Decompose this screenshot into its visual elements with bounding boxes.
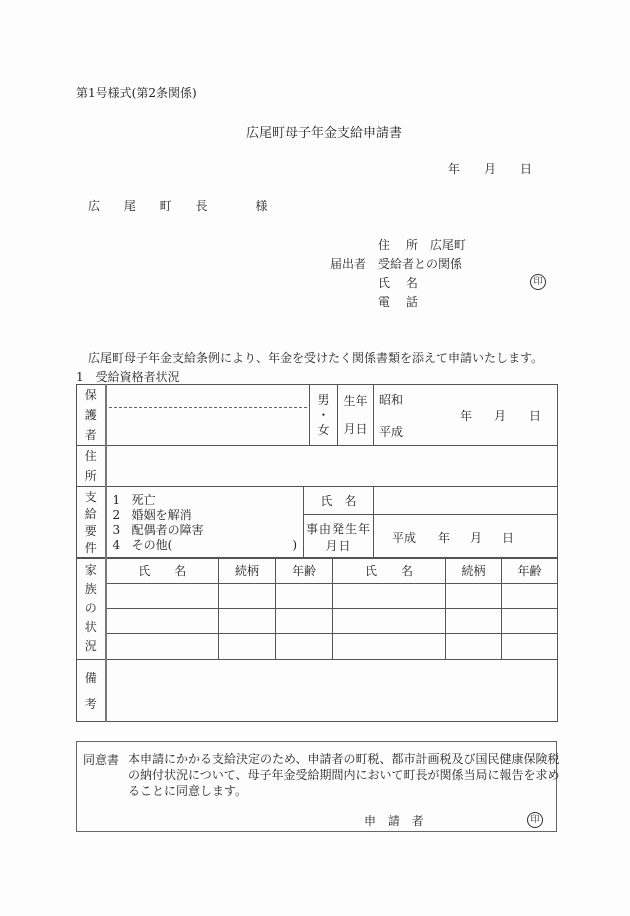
event-date-label: 事由発生年月日 [304, 515, 374, 559]
guardian-address-field[interactable] [106, 446, 558, 487]
name-label: 氏 名 [378, 276, 424, 290]
col-header-relation: 続柄 [219, 558, 276, 584]
era-showa[interactable]: 昭和 [379, 393, 404, 407]
col-header-relation: 続柄 [446, 558, 502, 584]
family-table [76, 557, 558, 722]
family-name-cell[interactable] [106, 584, 219, 609]
table-row [77, 609, 558, 634]
family-age-cell[interactable] [502, 634, 558, 660]
section-heading: 1 受給資格者状況 [76, 370, 180, 384]
table-row [77, 634, 558, 660]
family-relation-cell[interactable] [446, 609, 502, 634]
consent-box [76, 741, 560, 832]
family-name-cell[interactable] [333, 609, 446, 634]
family-name-cell[interactable] [106, 609, 219, 634]
intro-text: 広尾町母子年金支給条例により、年金を受けたく関係書類を添えて申請いたします。 [88, 351, 544, 365]
addressee: 広 尾 町 長 様 [88, 199, 268, 213]
family-relation-cell[interactable] [446, 634, 502, 660]
event-date-field[interactable]: 平成 年 月 日 [374, 515, 558, 559]
requirements-list [106, 487, 304, 559]
applicant-address[interactable]: 広尾町 [429, 238, 466, 252]
requirements-label: 支 給 要 件 [77, 487, 106, 559]
requirement-item[interactable]: 1 死亡 [112, 492, 156, 507]
submission-date: 年 月 日 [448, 162, 533, 176]
family-relation-cell[interactable] [219, 634, 276, 660]
form-number: 第1号様式(第2条関係) [76, 86, 197, 100]
remarks-label: 備 考 [77, 660, 106, 722]
address-label: 住 所 [77, 446, 106, 487]
col-header-name: 氏 名 [333, 558, 446, 584]
family-name-cell[interactable] [333, 634, 446, 660]
family-relation-cell[interactable] [219, 584, 276, 609]
col-header-age: 年齢 [502, 558, 558, 584]
birthdate-label: 生年 月日 [338, 385, 374, 446]
era-heisei[interactable]: 平成 [379, 425, 404, 439]
deceased-name-label: 氏 名 [304, 487, 374, 515]
family-age-cell[interactable] [502, 609, 558, 634]
gender-selector[interactable]: 男 ・ 女 [310, 385, 338, 446]
col-header-age: 年齢 [276, 558, 333, 584]
deceased-name-field[interactable] [374, 487, 558, 515]
requirement-item[interactable]: 3 配偶者の障害 [112, 522, 204, 537]
remarks-field[interactable] [106, 660, 558, 722]
signer-label: 申 請 者 [364, 814, 428, 828]
family-name-cell[interactable] [106, 634, 219, 660]
col-header-name: 氏 名 [106, 558, 219, 584]
guardian-name-field[interactable] [106, 385, 310, 446]
table-row [77, 584, 558, 609]
birthdate-field[interactable]: 昭和 平成 年 月 日 [374, 385, 558, 446]
relation-label: 受給者との関係 [378, 257, 463, 271]
seal-icon: 印 [527, 811, 543, 828]
applicant-status-table [76, 384, 558, 559]
family-relation-cell[interactable] [446, 584, 502, 609]
family-name-cell[interactable] [333, 584, 446, 609]
guardian-label: 保 護 者 [77, 385, 106, 446]
requirement-item[interactable]: 4 その他( ) [112, 537, 297, 552]
consent-text: 本申請にかかる支給決定のため、申請者の町税、都市計画税及び国民健康保険税 の納付状況について、母子年金受給期間内において町長が関係当局に報告を求め ることに同意します。 [128, 752, 560, 798]
family-age-cell[interactable] [276, 634, 333, 660]
consent-label: 同意書 [83, 753, 120, 767]
family-label: 家 族 の 状 況 [77, 558, 106, 660]
family-age-cell[interactable] [276, 584, 333, 609]
applicant-label: 届出者 [330, 257, 367, 271]
family-age-cell[interactable] [502, 584, 558, 609]
family-age-cell[interactable] [276, 609, 333, 634]
phone-label: 電 話 [378, 295, 424, 309]
page-title: 広尾町母子年金支給申請書 [246, 126, 403, 141]
seal-icon: 印 [530, 273, 546, 290]
requirement-item[interactable]: 2 婚姻を解消 [112, 507, 192, 522]
family-relation-cell[interactable] [219, 609, 276, 634]
furigana-divider [109, 407, 308, 408]
